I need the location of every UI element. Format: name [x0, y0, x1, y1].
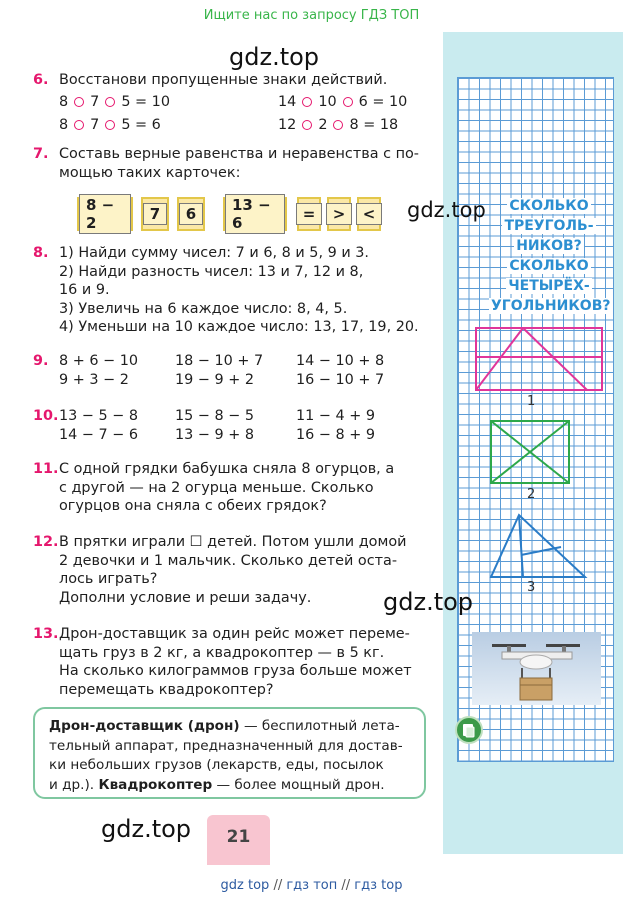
task-number: 8.	[33, 245, 49, 261]
operand: 5 = 10	[121, 94, 170, 110]
task-8	[33, 244, 419, 337]
operand: 7	[90, 94, 100, 110]
figure-label: 2	[527, 487, 536, 502]
empty-circle-icon[interactable]	[105, 120, 115, 130]
line-shape	[519, 515, 523, 577]
question-line: ТРЕУГОЛЬ-	[504, 218, 594, 234]
card[interactable]	[77, 197, 133, 231]
figure-1	[470, 325, 606, 395]
task-number: 10.	[33, 408, 59, 424]
task-text: 2) Найди разность чисел: 13 и 7, 12 и 8,	[59, 263, 364, 280]
expression: 18 − 10 + 7	[175, 353, 264, 369]
expression: 16 − 10 + 7	[296, 371, 385, 388]
task-text: перемещать квадрокоптер?	[59, 681, 274, 698]
card[interactable]	[177, 197, 205, 231]
footer-link[interactable]: гдз топ	[286, 878, 338, 893]
question-line: СКОЛЬКО	[509, 258, 589, 274]
question-line: СКОЛЬКО	[509, 198, 589, 214]
task-6-left-column	[59, 93, 170, 134]
task-text: Дрон-доставщик за один рейс может переме-	[59, 626, 410, 642]
task-9	[33, 352, 59, 371]
line-shape	[476, 328, 523, 390]
sidebar-question	[489, 196, 609, 316]
task-text: Составь верные равенства и неравенства с по-	[59, 146, 419, 162]
operand: 8	[59, 116, 69, 133]
top-banner[interactable]: Ищите нас по запросу ГДЗ ТОП	[203, 8, 420, 23]
watermark: gdz.top	[407, 198, 486, 222]
definition-text: — более мощный дрон.	[212, 776, 385, 793]
question-line: УГОЛЬНИКОВ?	[491, 298, 611, 314]
task-text: лось играть?	[59, 571, 158, 587]
expression-column	[296, 407, 375, 444]
task-number: 6.	[33, 72, 49, 88]
expression: 14 − 10 + 8	[296, 353, 385, 369]
task-6-right-column	[278, 93, 407, 134]
card-label: 8 − 2	[79, 194, 131, 234]
task-text: мощью таких карточек:	[59, 164, 241, 181]
footer-link[interactable]: гдз top	[354, 878, 403, 893]
expression: 13 − 9 + 8	[175, 426, 255, 443]
figure-3	[487, 511, 589, 581]
operand: 8	[59, 94, 69, 110]
empty-circle-icon[interactable]	[302, 120, 312, 130]
task-text: В прятки играли	[59, 534, 186, 550]
task-number: 9.	[33, 353, 49, 369]
task-number: 11.	[33, 461, 59, 477]
expression-column	[175, 407, 254, 444]
task-text: 4) Уменьши на 10 каждое число: 13, 17, 19, 20.	[59, 319, 419, 335]
task-11	[33, 460, 394, 516]
expression: 13 − 5 − 8	[59, 408, 139, 424]
task-text: 2 девочки и 1 мальчик. Сколько детей оста-	[59, 552, 398, 569]
definition-text: ки небольших грузов (лекарств, еды, посылок	[49, 757, 384, 773]
question-line: НИКОВ?	[516, 238, 582, 254]
watermark: gdz.top	[383, 588, 474, 616]
figure-label: 3	[527, 580, 536, 595]
definition-text: — беспилотный лета-	[239, 718, 400, 734]
card-label: 13 − 6	[225, 194, 285, 234]
task-text: огурцов она сняла с обеих грядок?	[59, 498, 327, 514]
rectangle-shape	[476, 328, 602, 390]
empty-circle-icon[interactable]	[333, 120, 343, 130]
expression: 19 − 9 + 2	[175, 371, 255, 388]
expression: 8 + 6 − 10	[59, 353, 139, 369]
watermark: gdz.top	[101, 815, 192, 843]
expression: 14 − 7 − 6	[59, 426, 139, 443]
card-label: 7	[143, 203, 167, 225]
task-number: 13.	[33, 626, 59, 642]
empty-circle-icon[interactable]	[74, 97, 84, 107]
drone-photo	[472, 632, 601, 705]
empty-circle-icon[interactable]	[302, 97, 312, 107]
task-text: детей. Потом ушли домой	[207, 534, 407, 550]
footer	[0, 878, 623, 893]
task-text: Дополни условие и реши задачу.	[59, 589, 312, 606]
card[interactable]	[327, 197, 351, 231]
expression: 16 − 8 + 9	[296, 426, 376, 443]
task-text: На сколько килограммов груза больше может	[59, 663, 412, 679]
triangle-shape	[491, 515, 585, 577]
operand: 10	[318, 94, 337, 110]
task-text: с другой — на 2 огурца меньше. Сколько	[59, 479, 374, 496]
task-13	[33, 625, 412, 699]
definition-text: тельный аппарат, предназначенный для достав-	[49, 737, 403, 754]
figure-2	[488, 418, 574, 488]
operand: 7	[90, 116, 100, 133]
operand: 2	[318, 116, 328, 133]
task-6	[33, 71, 387, 90]
book-icon	[457, 718, 481, 742]
card-label: <	[356, 203, 383, 225]
figure-label: 1	[527, 394, 536, 409]
empty-circle-icon[interactable]	[74, 120, 84, 130]
ebook-icon[interactable]	[455, 716, 483, 744]
operand: 12	[278, 116, 297, 133]
drone-icon	[472, 632, 601, 705]
card[interactable]	[297, 197, 321, 231]
page-number: 21	[207, 815, 270, 865]
definition-text: и др.).	[49, 776, 99, 793]
expression-column	[59, 407, 138, 444]
term: Дрон-доставщик (дрон)	[49, 718, 240, 734]
line-shape	[523, 328, 587, 390]
task-12	[33, 533, 407, 607]
footer-link[interactable]: gdz top	[220, 878, 270, 893]
task-number: 12.	[33, 534, 59, 550]
question-line: ЧЕТЫРЁХ-	[508, 278, 590, 294]
task-text: 16 и 9.	[59, 282, 110, 298]
card-label: >	[326, 203, 353, 225]
term: Квадрокоптер	[98, 776, 213, 793]
card[interactable]	[141, 197, 169, 231]
empty-circle-icon[interactable]	[105, 97, 115, 107]
task-text: С одной грядки бабушка сняла 8 огурцов, а	[59, 461, 395, 477]
task-text: 3) Увеличь на 6 каждое число: 8, 4, 5.	[59, 300, 348, 317]
card-label: 6	[179, 203, 203, 225]
expression: 11 − 4 + 9	[296, 408, 376, 424]
expression: 15 − 8 − 5	[175, 408, 255, 424]
card[interactable]	[223, 197, 287, 231]
footer-separator: //	[273, 878, 283, 893]
card-label: =	[296, 203, 323, 225]
line-shape	[521, 547, 561, 555]
task-7	[33, 145, 419, 182]
operand: 8 = 18	[349, 116, 399, 133]
footer-separator: //	[341, 878, 351, 893]
task-text: Восстанови пропущенные знаки действий.	[59, 72, 388, 88]
watermark: gdz.top	[229, 43, 320, 71]
task-text: щать груз в 2 кг, а квадрокоптер — в 5 кг.	[59, 644, 385, 661]
blank-box-icon: ☐	[189, 534, 203, 550]
task-number: 7.	[33, 146, 49, 162]
expression-column	[296, 352, 384, 389]
expression-column	[59, 352, 138, 389]
card[interactable]	[357, 197, 381, 231]
operand: 14	[278, 94, 297, 110]
task-10	[33, 407, 59, 426]
operand: 5 = 6	[121, 116, 161, 133]
expression: 9 + 3 − 2	[59, 371, 129, 388]
operand: 6 = 10	[358, 94, 408, 110]
definition-box	[33, 707, 426, 799]
task-text: 1) Найди сумму чисел: 7 и 6, 8 и 5, 9 и 3.	[59, 245, 369, 261]
empty-circle-icon[interactable]	[343, 97, 353, 107]
expression-column	[175, 352, 263, 389]
